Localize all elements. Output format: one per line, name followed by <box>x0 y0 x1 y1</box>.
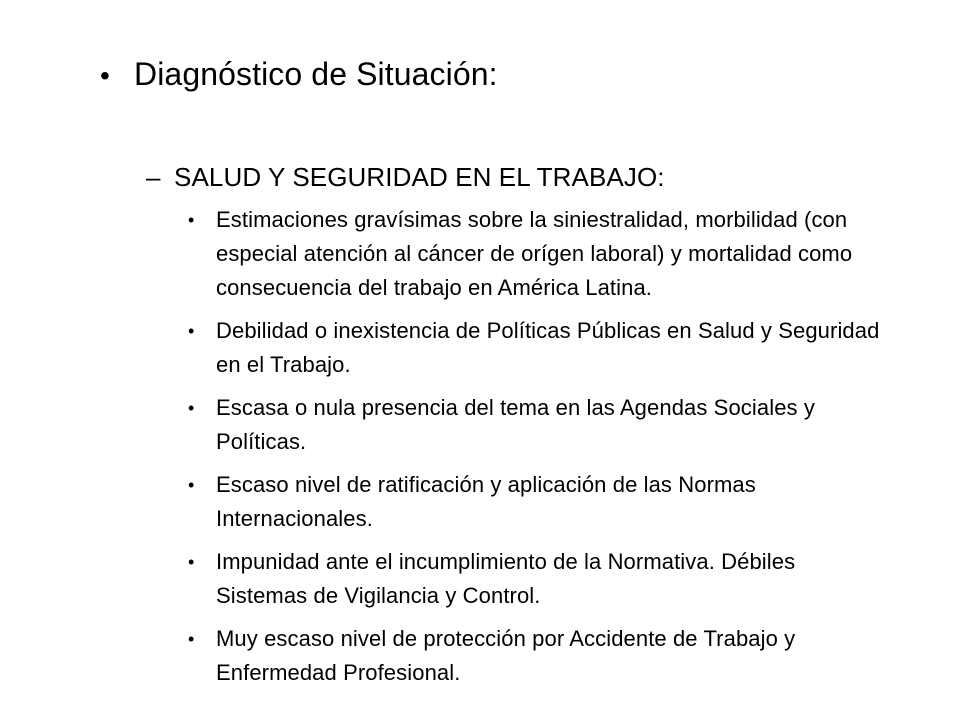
bullet-icon: • <box>100 60 110 91</box>
bullet-icon: • <box>188 321 195 341</box>
list-item-text: Escaso nivel de ratificación y aplicación de las Normas Internacionales. <box>216 472 756 531</box>
list-item-text: Muy escaso nivel de protección por Accidente de Trabajo y Enfermedad Profesional. <box>216 626 796 685</box>
subheading-text: SALUD Y SEGURIDAD EN EL TRABAJO: <box>174 162 665 192</box>
list-item <box>188 391 888 459</box>
list-item <box>188 314 888 382</box>
heading-text: Diagnóstico de Situación: <box>134 56 498 92</box>
subheading-row <box>146 162 665 193</box>
list-item-text: Debilidad o inexistencia de Políticas Públicas en Salud y Seguridad en el Trabajo. <box>216 318 880 377</box>
bullet-icon: • <box>188 475 195 495</box>
bullet-icon: • <box>188 629 195 649</box>
list-item-text: Impunidad ante el incumplimiento de la Normativa. Débiles Sistemas de Vigilancia y Control. <box>216 549 796 608</box>
dash-icon: – <box>146 162 161 192</box>
list-item-text: Escasa o nula presencia del tema en las Agendas Sociales y Políticas. <box>216 395 815 454</box>
bullet-icon: • <box>188 398 195 418</box>
list-item <box>188 203 888 305</box>
list-item <box>188 545 888 613</box>
list-item <box>188 622 888 690</box>
bullet-icon: • <box>188 210 195 230</box>
bullet-list <box>188 203 888 699</box>
bullet-icon: • <box>188 552 195 572</box>
heading-row <box>100 56 498 93</box>
list-item <box>188 468 888 536</box>
list-item-text: Estimaciones gravísimas sobre la siniestralidad, morbilidad (con especial atención al cáncer de orígen laboral) y mortalidad como consecuencia del trabajo en América Latina. <box>216 207 853 300</box>
